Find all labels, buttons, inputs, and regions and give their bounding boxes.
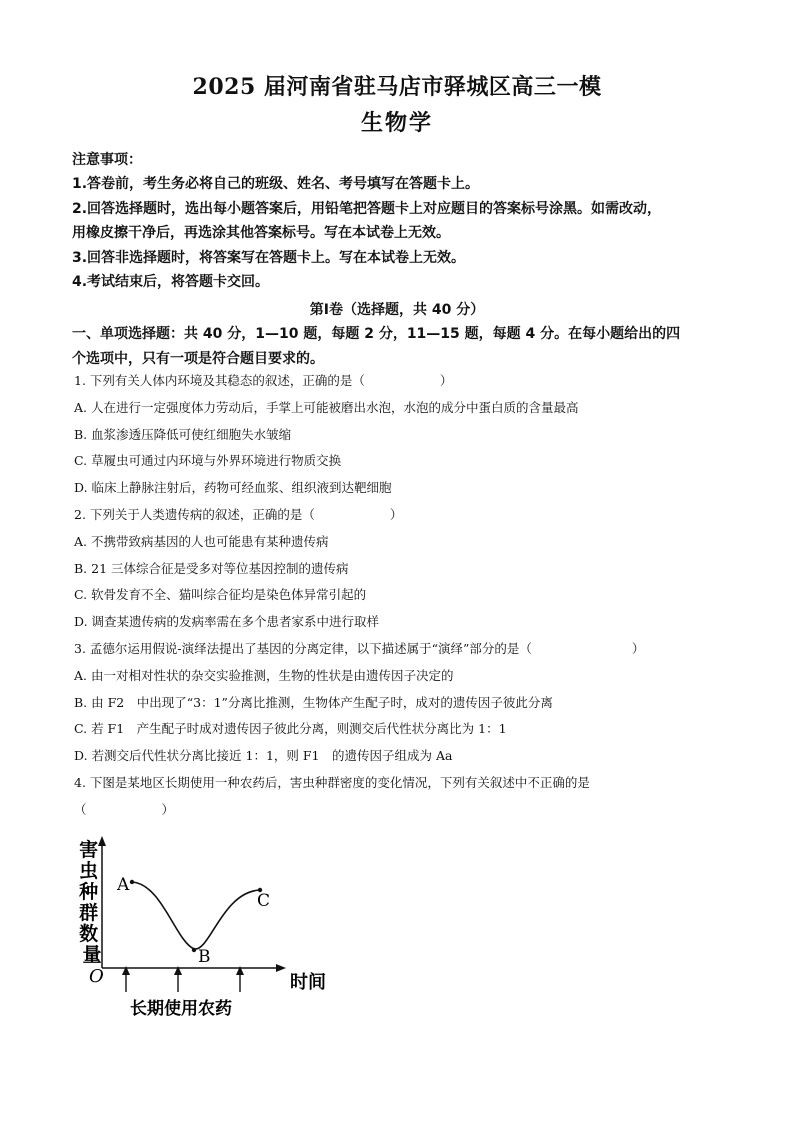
option-d: D. 临床上静脉注射后，药物可经血浆、组织液到达靶细胞: [74, 480, 392, 496]
y-label-char: 量: [82, 944, 102, 966]
answer-paren: （ ）: [74, 801, 175, 817]
option-d: D. 若测交后代性状分离比接近 1：1，则 F1 的遗传因子组成为 Aa: [74, 748, 453, 764]
section-instruction: [72, 322, 732, 371]
notice-item: 用橡皮擦干净后，再选涂其他答案标号。写在本试卷上无效。: [72, 225, 450, 242]
notice-item: 3.回答非选择题时，将答案写在答题卡上。写在本试卷上无效。: [72, 249, 466, 266]
graph-svg: [70, 832, 360, 1032]
exam-title: 2025 届河南省驻马店市驿城区高三一模: [192, 74, 602, 100]
option-a: A. 人在进行一定强度体力劳动后，手掌上可能被磨出水泡，水泡的成分中蛋白质的含量最高: [74, 399, 579, 415]
y-label-char: 虫: [79, 860, 99, 882]
option-d: D. 调查某遗传病的发病率需在多个患者家系中进行取样: [74, 614, 380, 630]
question-stem: 2. 下列关于人类遗传病的叙述，正确的是（ ）: [74, 506, 403, 522]
option-a: A. 不携带致病基因的人也可能患有某种遗传病: [74, 533, 329, 549]
y-label-char: 群: [79, 902, 99, 924]
x-axis-label: 时间: [290, 972, 326, 993]
option-b: B. 由 F2 中出现了“3：1”分离比推测，生物体产生配子时，成对的遗传因子彼此分离: [74, 694, 553, 710]
notice-item: 4.考试结束后，将答题卡交回。: [72, 274, 270, 291]
subject-title: 生物学: [360, 110, 433, 136]
y-label-char: 害: [79, 839, 99, 861]
pesticide-arrow: [174, 966, 182, 992]
option-c: C. 软骨发育不全、猫叫综合征均是染色体异常引起的: [74, 587, 367, 603]
y-label-char: 种: [79, 881, 99, 903]
option-b: B. 21 三体综合征是受多对等位基因控制的遗传病: [74, 560, 349, 576]
option-a: A. 由一对相对性状的杂交实验推测，生物的性状是由遗传因子决定的: [74, 667, 454, 683]
point-b-label: B: [198, 947, 211, 967]
population-curve: [132, 882, 260, 949]
y-label-char: 数: [79, 923, 99, 945]
y-axis-label: [78, 838, 105, 966]
pesticide-arrow: [122, 966, 130, 992]
option-b: B. 血浆渗透压降低可使红细胞失水皱缩: [74, 426, 292, 442]
question-stem: 1. 下列有关人体内环境及其稳态的叙述，正确的是（ ）: [74, 373, 453, 388]
notice-item: 1.答卷前，考生务必将自己的班级、姓名、考号填写在答题卡上。: [72, 176, 480, 193]
question-stem: 4. 下图是某地区长期使用一种农药后，害虫种群密度的变化情况，下列有关叙述中不正确的是: [74, 774, 590, 790]
option-c: C. 若 F1 产生配子时成对遗传因子彼此分离，则测交后代性状分离比为 1：1: [74, 721, 507, 737]
arrow-caption: 长期使用农药: [130, 999, 232, 1019]
notice-item: 2.回答选择题时，选出每小题答案后，用铅笔把答题卡上对应题目的答案标号涂黑。如需改动，: [72, 200, 662, 217]
section-title: 第Ⅰ卷（选择题，共 40 分）: [309, 302, 485, 318]
x-axis-arrowhead: [276, 964, 286, 972]
instruction-line: 个选项中，只有一项是符合题目要求的。: [72, 350, 324, 367]
notice-heading: 注意事项：: [72, 152, 142, 168]
origin-label: O: [89, 966, 104, 987]
instruction-line: 一、单项选择题：共 40 分，1—10 题，每题 2 分，11—15 题，每题 4 分。在每小题给出的四: [72, 326, 681, 342]
notice-block: [72, 148, 732, 294]
point-a-label: A: [117, 875, 130, 895]
point-c-label: C: [257, 891, 271, 911]
option-c: C. 草履虫可通过内环境与外界环境进行物质交换: [74, 453, 342, 469]
question-stem: 3. 孟德尔运用假说-演绎法提出了基因的分离定律，以下描述属于“演绎”部分的是（ ）: [74, 640, 645, 656]
pest-population-graph: [70, 832, 360, 1032]
point-b-marker: [192, 948, 196, 952]
pesticide-arrow: [236, 966, 244, 992]
point-a-marker: [130, 880, 134, 884]
question-1: [74, 368, 734, 824]
